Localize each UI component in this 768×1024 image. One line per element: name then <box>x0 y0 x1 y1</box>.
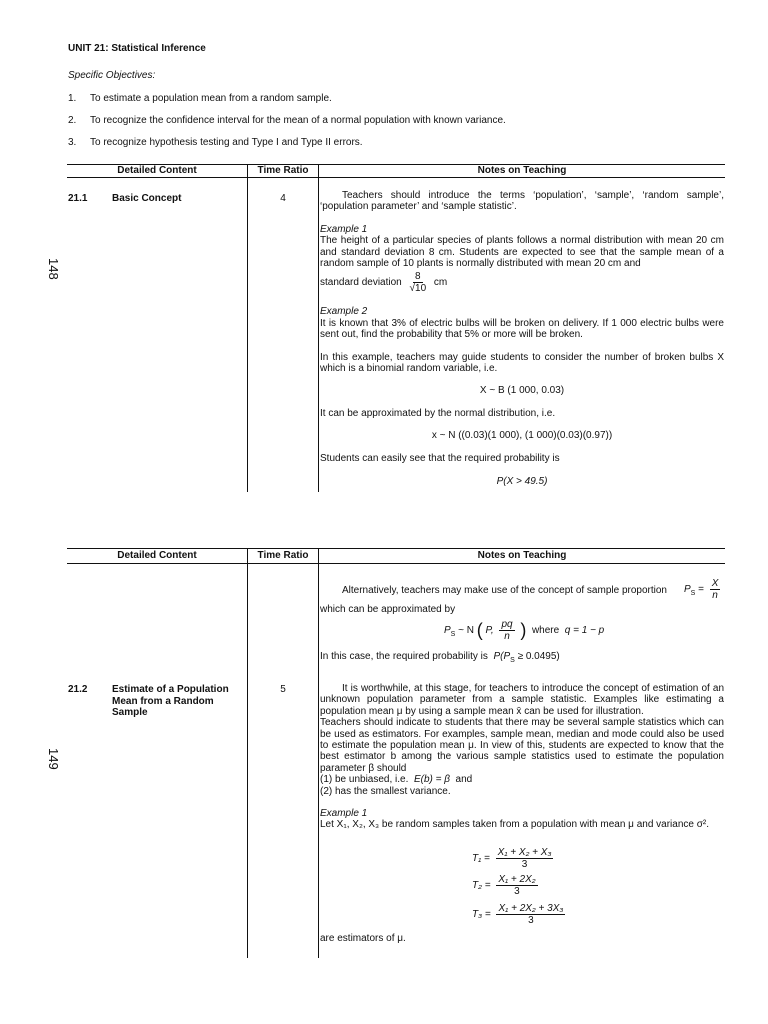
section-number: 21.2 <box>68 684 88 695</box>
table-header-rule <box>67 177 725 178</box>
header-time-ratio: Time Ratio <box>257 165 309 176</box>
intro-paragraph: Teachers should introduce the terms ‘population’, ‘sample’, ‘random sample’, ‘population parameter’ and ‘sample statistic’. <box>320 190 724 213</box>
objective-item <box>68 137 76 149</box>
notes-block <box>320 190 724 488</box>
objectives-heading: Specific Objectives: <box>68 70 156 81</box>
section-title: Basic Concept <box>112 193 182 204</box>
distribution-formula: $P_S$ ~ N ( P, $\frac{pq}{n}$ ) where q = 1 − p <box>444 619 605 642</box>
ps-lhs: P <box>684 584 691 596</box>
condition-1-and: and <box>455 774 473 786</box>
t1-denominator: 3 <box>521 859 528 870</box>
section-title: Estimate of a Population Mean from a Random Sample <box>112 684 229 718</box>
section-number: 21.1 <box>68 193 88 204</box>
page-number: 148 <box>46 258 61 280</box>
condition-1-formula: E(b) = β <box>413 774 450 786</box>
approx-by-text: which can be approximated by <box>320 604 456 615</box>
header-time-ratio: Time Ratio <box>257 550 309 561</box>
t1-fraction <box>496 847 554 870</box>
ps-fraction <box>710 578 721 601</box>
where-text: where <box>531 625 560 637</box>
example-label: Example 1 <box>320 808 368 820</box>
t3-numerator: X₁ + 2X₂ + 3X₃ <box>498 903 564 914</box>
sd-prefix: standard deviation <box>320 277 402 289</box>
worthwhile-paragraph: It is worthwhile, at this stage, for teachers to introduce the concept of estimation of an unknown population parameter from a sample statistic. Examples like estimating a population mean μ by using a sample mean x̄ can be used for illustration. <box>320 683 724 717</box>
t2-lhs: T₂ = <box>472 880 491 892</box>
example-text: It is known that 3% of electric bulbs will be broken on delivery. If 1 000 electric bulbs were sent out, find the probability that 5% or more will be broken. <box>320 317 724 341</box>
formula-t1 <box>472 847 556 870</box>
estimators-text: are estimators of μ. <box>320 933 406 944</box>
objective-item <box>68 93 76 105</box>
example-label: Example 2 <box>320 306 368 318</box>
objective-number: 1. <box>68 93 77 104</box>
dist-p: P, <box>485 625 494 637</box>
column-divider <box>318 548 319 958</box>
sd-denominator: √10 <box>409 283 427 295</box>
header-notes: Notes on Teaching <box>477 550 567 561</box>
notes-block <box>320 683 724 831</box>
formula-prob: P(X > 49.5) <box>496 476 548 488</box>
prob-text: Students can easily see that the required probability is <box>320 452 560 464</box>
condition-2: (2) has the smallest variance. <box>320 785 451 797</box>
q-definition: q = 1 − p <box>564 625 605 637</box>
header-detailed-content: Detailed Content <box>117 550 197 561</box>
t3-denominator: 3 <box>528 915 534 926</box>
header-notes: Notes on Teaching <box>477 165 567 176</box>
dist-numerator: pq <box>501 619 513 630</box>
case-text: In this case, the required probability is <box>320 651 488 662</box>
t2-numerator: X₁ + 2X₂ <box>498 874 536 885</box>
page-number: 149 <box>46 748 61 770</box>
example-label: Example 1 <box>320 223 368 235</box>
table-top-rule <box>67 548 725 549</box>
condition-1 <box>320 774 724 785</box>
guide-text: In this example, teachers may guide students to consider the number of broken bulbs X which is a binomial random variable, i.e. <box>320 351 724 375</box>
example-text: The height of a particular species of plants follows a normal distribution with mean 20 cm and standard deviation 8 cm. Students are expected to see that the sample mean of a random sample of 10 plants is normally distributed with mean 20 cm and <box>320 235 724 270</box>
t2-denominator: 3 <box>514 886 520 897</box>
objective-number: 3. <box>68 137 77 148</box>
dist-fraction <box>499 619 514 642</box>
approx-text: It can be approximated by the normal distribution, i.e. <box>320 407 556 419</box>
time-ratio: 4 <box>280 193 286 204</box>
time-ratio: 5 <box>280 684 286 695</box>
dist-denominator: n <box>504 631 510 642</box>
dist-mid: ~ N <box>458 625 474 637</box>
ps-numerator: X <box>711 578 719 589</box>
formula-t2 <box>472 874 541 897</box>
condition-1-text: (1) be unbiased, i.e. <box>320 774 409 786</box>
unit-title: UNIT 21: Statistical Inference <box>68 43 206 54</box>
t3-lhs: T₃ = <box>472 909 491 921</box>
case-formula: P(P <box>493 651 511 662</box>
sd-numerator: 8 <box>415 271 421 283</box>
formula-binomial: X ~ B (1 000, 0.03) <box>479 385 565 397</box>
indicate-paragraph: Teachers should indicate to students that there may be several sample statistics which can be used as estimators. For examples, sample mean, median and mode could also be used to estimate the population mean μ. In view of this, students are expected to know that the best estimator b among the various sample statistics used to estimate the population parameter β should <box>320 717 724 774</box>
case-formula-tail: ≥ 0.0495) <box>517 651 560 662</box>
alt-text: Alternatively, teachers may make use of the concept of sample proportion <box>342 585 667 596</box>
objective-item <box>68 115 76 127</box>
example-text: Let X₁, X₂, X₃ be random samples taken from a population with mean μ and variance σ². <box>320 819 710 831</box>
t1-numerator: X₁ + X₂ + X₃ <box>497 847 552 858</box>
table-header-rule <box>67 563 725 564</box>
formula-normal: x ~ N ((0.03)(1 000), (1 000)(0.03)(0.97)) <box>431 430 613 442</box>
case-line: In this case, the required probability is $P(P_S \ge 0.0495)$ <box>320 651 560 664</box>
formula-t3 <box>472 903 568 926</box>
column-divider <box>247 548 248 958</box>
objective-text: To recognize hypothesis testing and Type I and Type II errors. <box>90 137 363 148</box>
t3-fraction <box>496 903 565 926</box>
column-divider <box>247 164 248 492</box>
sd-fraction <box>408 271 429 294</box>
objective-text: To recognize the confidence interval for the mean of a normal population with known variance. <box>90 115 506 126</box>
column-divider <box>318 164 319 492</box>
sd-unit: cm <box>433 277 448 289</box>
dist-lhs: P <box>444 625 451 637</box>
objective-number: 2. <box>68 115 77 126</box>
ps-denominator: n <box>712 590 718 601</box>
ps-formula: $P_S$ = $\frac{X}{n}$ <box>684 578 719 601</box>
objective-text: To estimate a population mean from a random sample. <box>90 93 332 104</box>
header-detailed-content: Detailed Content <box>117 165 197 176</box>
sd-line <box>320 271 724 294</box>
t2-fraction <box>496 874 537 897</box>
t1-lhs: T₁ = <box>472 853 490 865</box>
